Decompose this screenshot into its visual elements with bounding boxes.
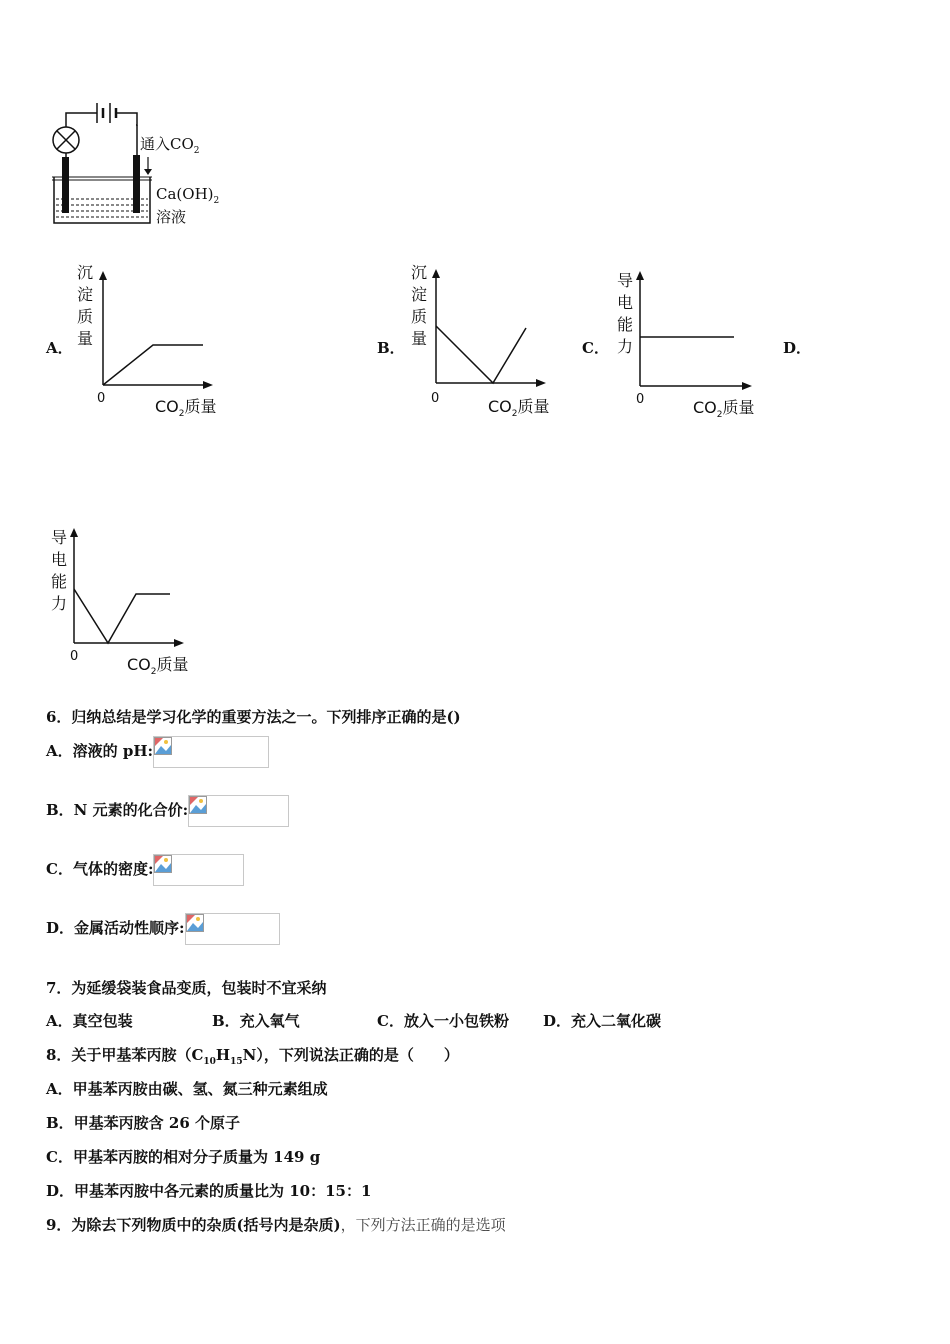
apparatus-drawing	[40, 95, 240, 235]
q8-option-c: C．甲基苯丙胺的相对分子质量为 149 g	[46, 1148, 321, 1166]
graph-a-origin: 0	[97, 391, 106, 406]
option-letter-d: D．	[783, 339, 812, 357]
graph-b-ylabel: 沉 淀 质 量	[410, 263, 427, 348]
graph-c-origin: 0	[636, 392, 645, 407]
solution-label: $Ca(OH)_2$	[156, 185, 220, 206]
graph-d-origin: 0	[70, 649, 79, 664]
q6-option-c: C．气体的密度:	[46, 854, 244, 886]
q7-option-a: A．真空包装	[46, 1012, 133, 1030]
q6-option-d: D．金属活动性顺序:	[46, 913, 280, 945]
graph-a-curve	[103, 345, 203, 385]
broken-image-icon	[153, 854, 244, 886]
apparatus-diagram	[40, 95, 240, 235]
graph-d-curve	[74, 589, 170, 643]
graph-c	[632, 270, 757, 395]
q7-stem: 7．为延缓袋装食品变质，包装时不宜采纳	[46, 979, 327, 997]
q8-option-b: B．甲基苯丙胺含 26 个原子	[46, 1114, 240, 1132]
graph-a-xlabel: $CO_2$质量	[155, 397, 217, 420]
graph-c-xlabel: $CO_2$质量	[693, 398, 755, 421]
option-letter-a: A．	[46, 339, 73, 357]
q8-option-a: A．甲基苯丙胺由碳、氢、氮三种元素组成	[46, 1080, 328, 1098]
broken-image-icon	[188, 795, 289, 827]
graph-d-xlabel: $CO_2$质量	[127, 655, 189, 678]
q8-stem: 8．关于甲基苯丙胺$(C_{10}H_{15}N)$，下列说法正确的是（ ）	[46, 1046, 459, 1067]
q6-option-b: B．N 元素的化合价:	[46, 795, 289, 827]
graph-a	[95, 270, 220, 395]
q6-option-a: A．溶液的 pH:	[46, 736, 269, 768]
broken-image-icon	[185, 913, 280, 945]
electrode-right	[133, 155, 140, 213]
gas-label: 通入$CO_2$	[140, 135, 200, 156]
graph-b-xlabel: $CO_2$质量	[488, 397, 550, 420]
q7-option-c: C．放入一小包铁粉	[377, 1012, 509, 1030]
option-letter-c: C．	[582, 339, 609, 357]
broken-image-icon	[153, 736, 269, 768]
graph-c-ylabel: 导 电 能 力	[616, 271, 633, 356]
graph-d	[66, 527, 191, 652]
graph-b-curve	[436, 326, 526, 383]
q9-stem: 9．为除去下列物质中的杂质(括号内是杂质)，下列方法正确的是选项	[46, 1216, 506, 1234]
graph-b	[428, 268, 553, 393]
electrode-left	[62, 157, 69, 213]
option-letter-b: B．	[377, 339, 405, 357]
q7-option-d: D．充入二氧化碳	[543, 1012, 662, 1030]
q6-stem: 6．归纳总结是学习化学的重要方法之一。下列排序正确的是()	[46, 708, 461, 726]
graph-a-ylabel: 沉 淀 质 量	[76, 263, 93, 348]
q7-option-b: B．充入氧气	[212, 1012, 300, 1030]
graph-d-ylabel: 导 电 能 力	[50, 528, 67, 613]
solution-label-2: 溶液	[156, 208, 187, 226]
graph-b-origin: 0	[431, 391, 440, 406]
q8-option-d: D．甲基苯丙胺中各元素的质量比为 10：15：1	[46, 1182, 372, 1200]
